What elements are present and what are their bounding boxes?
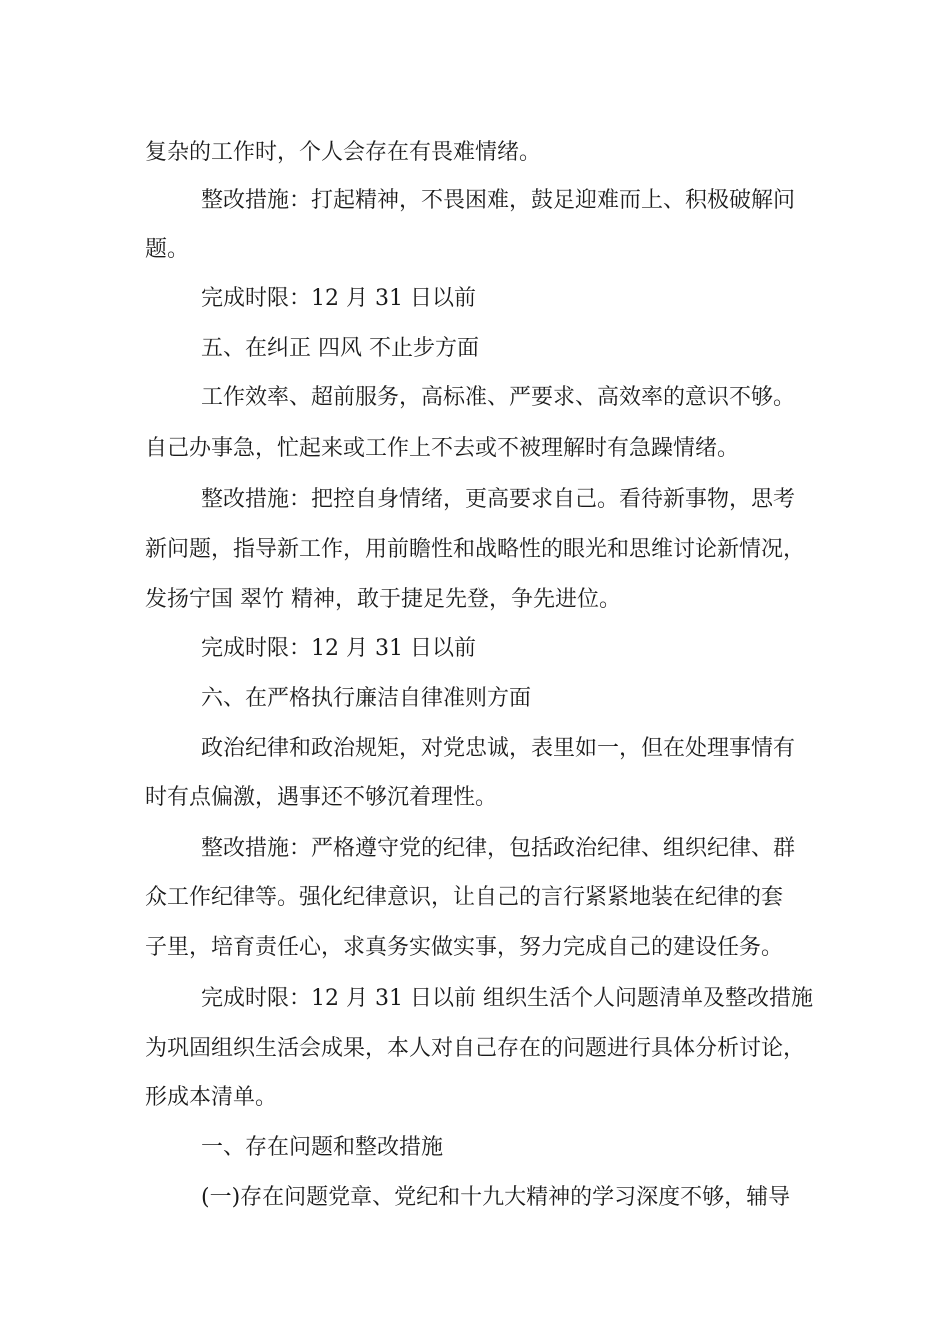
text-line: 子里，培育责任心，求真务实做实事，努力完成自己的建设任务。 <box>145 935 784 960</box>
text-line: 完成时限：12 月 31 日以前 <box>201 636 476 661</box>
text-line: 整改措施：把控自身情绪，更高要求自己。看待新事物，思考 <box>201 487 796 512</box>
text-line: 政治纪律和政治规矩，对党忠诚，表里如一，但在处理事情有 <box>201 736 796 761</box>
text-line: 完成时限：12 月 31 日以前 组织生活个人问题清单及整改措施 <box>201 986 813 1011</box>
text-line: 复杂的工作时，个人会存在有畏难情绪。 <box>145 140 542 165</box>
text-line: 完成时限：12 月 31 日以前 <box>201 286 476 311</box>
text-line: 新问题，指导新工作，用前瞻性和战略性的眼光和思维讨论新情况， <box>145 537 806 562</box>
text-line: 整改措施：打起精神，不畏困难，鼓足迎难而上、积极破解问 <box>201 188 796 213</box>
text-line: 整改措施：严格遵守党的纪律，包括政治纪律、组织纪律、群 <box>201 836 796 861</box>
text-line: 发扬宁国 翠竹 精神，敢于捷足先登，争先进位。 <box>145 587 621 612</box>
text-line: 形成本清单。 <box>145 1085 278 1110</box>
section-heading: 五、在纠正 四风 不止步方面 <box>201 336 479 361</box>
text-line: 自己办事急，忙起来或工作上不去或不被理解时有急躁情绪。 <box>145 436 740 461</box>
text-line: 众工作纪律等。强化纪律意识，让自己的言行紧紧地装在纪律的套 <box>145 885 784 910</box>
section-heading: 六、在严格执行廉洁自律准则方面 <box>201 686 532 711</box>
text-line: (一)存在问题党章、党纪和十九大精神的学习深度不够，辅导 <box>201 1185 791 1210</box>
section-heading: 一、存在问题和整改措施 <box>201 1135 444 1160</box>
text-line: 题。 <box>145 237 190 262</box>
text-line: 工作效率、超前服务，高标准、严要求、高效率的意识不够。 <box>201 385 796 410</box>
text-line: 时有点偏激，遇事还不够沉着理性。 <box>145 785 498 810</box>
text-line: 为巩固组织生活会成果，本人对自己存在的问题进行具体分析讨论， <box>145 1036 806 1061</box>
